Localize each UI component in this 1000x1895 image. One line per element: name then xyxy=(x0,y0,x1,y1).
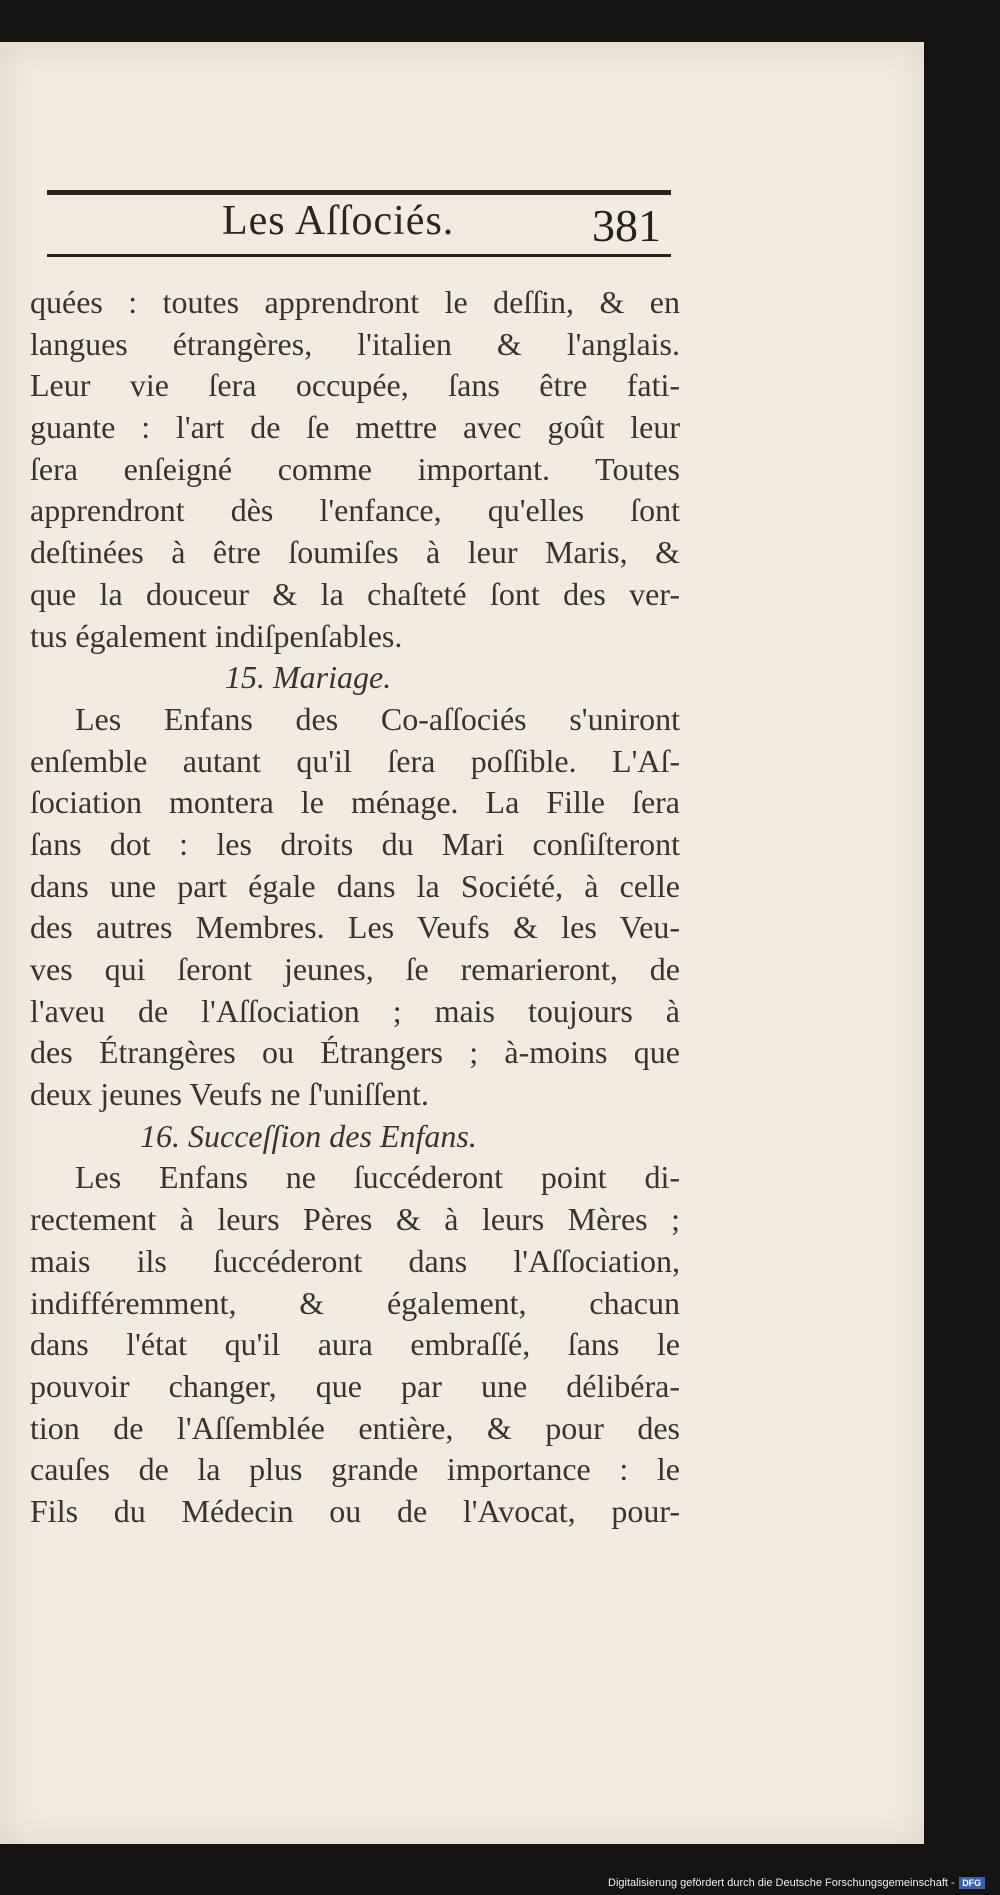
text-line: l'aveu de l'Aſſociation ; mais toujours à xyxy=(30,992,680,1029)
digitization-credit xyxy=(608,1874,1000,1892)
text-line: apprendront dès l'enfance, qu'elles ſont xyxy=(30,492,680,529)
text-line: Les Enfans des Co-aſſociés s'uniront xyxy=(75,700,680,737)
text-line: dans une part égale dans la Société, à celle xyxy=(30,867,680,904)
text-line: guante : l'art de ſe mettre avec goût leur xyxy=(30,409,680,446)
text-line: deux jeunes Veufs ne ſ'uniſſent. xyxy=(30,1076,429,1113)
text-line: rectement à leurs Pères & à leurs Mères ; xyxy=(30,1201,680,1238)
running-header-title: Les Aſſociés. xyxy=(222,198,455,244)
section-heading-succession: 16. Succeſſion des Enfans. xyxy=(140,1117,477,1154)
page-top-edge xyxy=(0,42,924,48)
section-heading-mariage: 15. Mariage. xyxy=(225,659,392,696)
text-line: que la douceur & la chaſteté ſont des ver- xyxy=(30,575,680,612)
text-line: deſtinées à être ſoumiſes à leur Maris, & xyxy=(30,534,680,571)
text-line: pouvoir changer, que par une délibéra- xyxy=(30,1367,680,1404)
header-rule-bottom xyxy=(47,254,671,257)
text-line: des autres Membres. Les Veufs & les Veu- xyxy=(30,909,680,946)
text-line: dans l'état qu'il aura embraſſé, ſans le xyxy=(30,1326,680,1363)
text-line: des Étrangères ou Étrangers ; à-moins que xyxy=(30,1034,680,1071)
text-line: enſemble autant qu'il ſera poſſible. L'Aſ- xyxy=(30,742,680,779)
page-body-text xyxy=(30,282,680,1533)
text-line: Leur vie ſera occupée, ſans être fati- xyxy=(30,367,680,404)
text-line: Fils du Médecin ou de l'Avocat, pour- xyxy=(30,1492,680,1529)
text-line: ſociation montera le ménage. La Fille ſera xyxy=(30,784,680,821)
text-line: tion de l'Aſſemblée entière, & pour des xyxy=(30,1409,680,1446)
text-line: ves qui ſeront jeunes, ſe remarieront, de xyxy=(30,951,680,987)
text-line: quées : toutes apprendront le deſſin, & en xyxy=(30,284,680,320)
text-line: cauſes de la plus grande importance : le xyxy=(30,1451,680,1488)
text-line: indifféremment, & également, chacun xyxy=(30,1284,680,1321)
page-number: 381 xyxy=(592,200,661,251)
text-line: langues étrangères, l'italien & l'anglais. xyxy=(30,325,680,362)
text-line: Les Enfans ne ſuccéderont point di- xyxy=(75,1159,680,1196)
text-line: ſera enſeigné comme important. Toutes xyxy=(30,450,680,487)
text-line: tus également indiſpenſables. xyxy=(30,617,403,654)
text-line: ſans dot : les droits du Mari conſiſteront xyxy=(30,825,680,862)
credit-text: Digitalisierung gefördert durch die Deutsche Forschungsgemeinschaft - xyxy=(608,1877,955,1889)
dfg-logo: DFG xyxy=(959,1877,985,1889)
text-line: mais ils ſuccéderont dans l'Aſſociation, xyxy=(30,1242,680,1279)
